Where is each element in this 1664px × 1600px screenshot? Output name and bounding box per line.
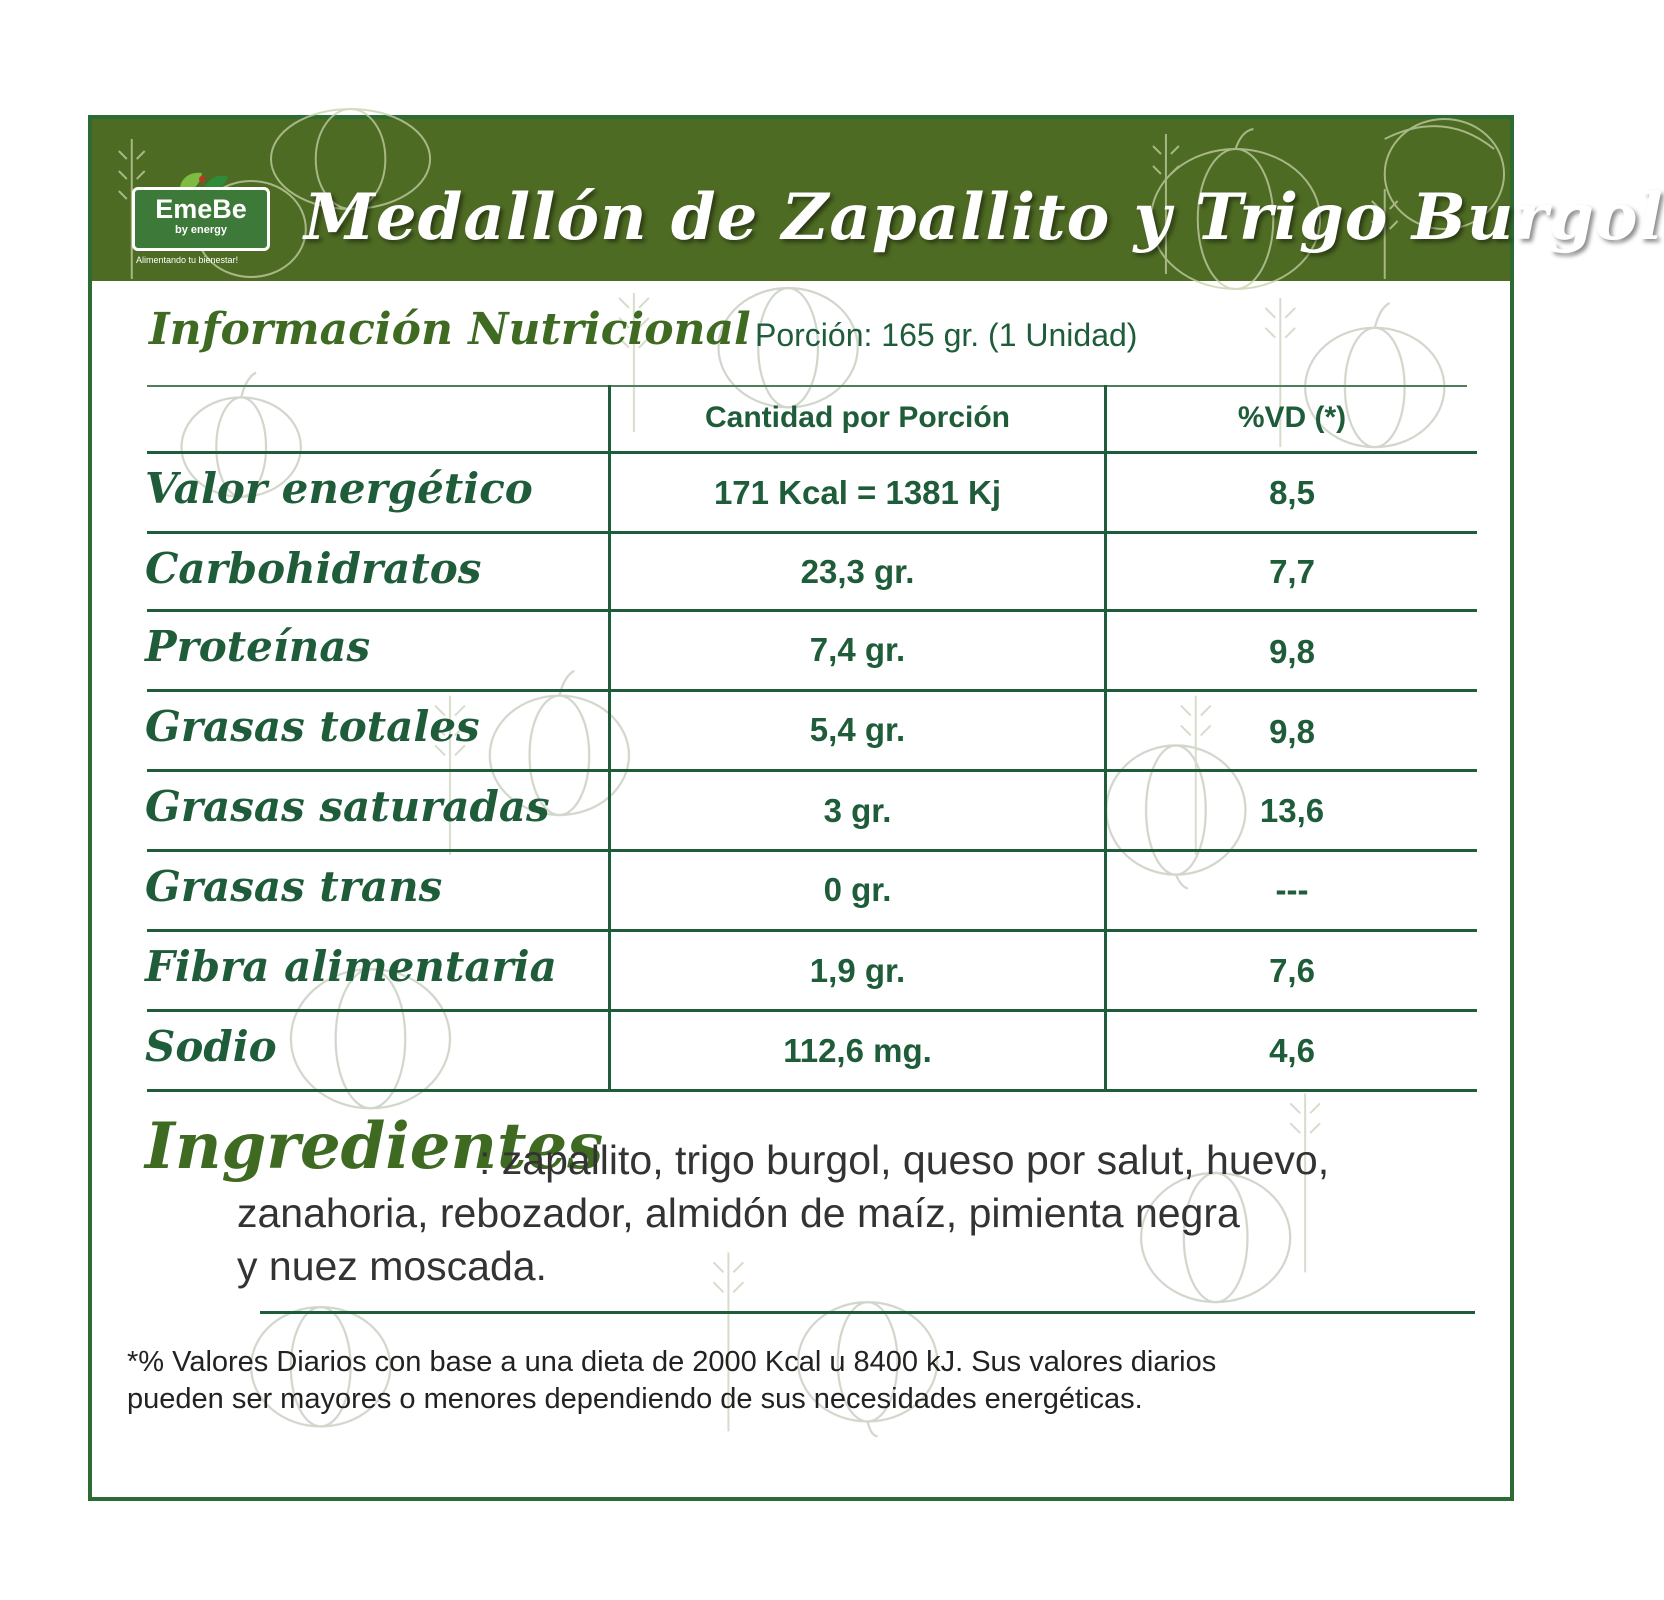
footnote-line: *% Valores Diarios con base a una dieta de 2000 Kcal u 8400 kJ. Sus valores diarios (127, 1346, 1217, 1378)
row-amount-proteins: 7,4 gr. (809, 631, 906, 668)
row-label-trans-fat: Grasas trans (145, 862, 443, 911)
ingredients-line: : zapallito, trigo burgol, queso por salut, huevo, (479, 1137, 1330, 1183)
product-title: Medallón de Zapallito y Trigo Burgol (304, 180, 1664, 255)
daily-values-footnote (127, 1344, 1487, 1418)
ingredients-heading: Ingredientes (145, 1109, 604, 1184)
table-divider (147, 385, 1467, 387)
ingredients-line: zanahoria, rebozador, almidón de maíz, pimienta negra (237, 1190, 1240, 1236)
table-divider (260, 1311, 1475, 1314)
portion-size: Porción: 165 gr. (1 Unidad) (755, 317, 1138, 353)
footnote-line: pueden ser mayores o menores dependiendo de sus necesidades energéticas. (127, 1383, 1143, 1415)
row-label-carbohydrates: Carbohidratos (145, 544, 482, 593)
row-label-sodium: Sodio (145, 1022, 277, 1071)
row-label-energy: Valor energético (145, 464, 533, 513)
row-vd-sodium: 4,6 (1269, 1032, 1315, 1069)
row-vd-carbohydrates: 7,7 (1269, 553, 1315, 590)
table-divider (147, 689, 1477, 692)
logo-sub: by energy (175, 224, 227, 236)
table-divider (147, 451, 1477, 454)
row-label-fiber: Fibra alimentaria (145, 942, 557, 991)
column-header-amount: Cantidad por Porción (704, 401, 1010, 434)
row-amount-fiber: 1,9 gr. (809, 952, 906, 989)
row-amount-saturated-fat: 3 gr. (823, 792, 892, 829)
table-divider (147, 769, 1477, 772)
nutrition-card (88, 115, 1664, 1501)
table-divider (147, 609, 1477, 612)
ingredients-list (237, 1134, 1467, 1293)
row-amount-sodium: 112,6 mg. (783, 1032, 932, 1069)
table-divider (147, 531, 1477, 534)
row-label-total-fat: Grasas totales (145, 702, 480, 751)
row-amount-trans-fat: 0 gr. (823, 871, 892, 908)
row-vd-fiber: 7,6 (1269, 952, 1315, 989)
row-amount-total-fat: 5,4 gr. (809, 711, 906, 748)
logo-name: EmeBe (155, 194, 247, 224)
nutrition-heading: Información Nutricional (149, 304, 751, 355)
row-amount-carbohydrates: 23,3 gr. (800, 553, 915, 590)
row-amount-energy: 171 Kcal = 1381 Kj (713, 474, 1002, 511)
row-vd-proteins: 9,8 (1269, 633, 1315, 670)
row-vd-saturated-fat: 13,6 (1259, 792, 1325, 829)
logo-tagline: Alimentando tu bienestar! (136, 255, 239, 265)
table-divider (147, 1009, 1477, 1012)
row-label-saturated-fat: Grasas saturadas (145, 782, 550, 831)
table-divider (147, 1089, 1477, 1092)
table-divider (147, 849, 1477, 852)
row-vd-energy: 8,5 (1269, 474, 1315, 511)
table-divider (147, 929, 1477, 932)
column-header-vd: %VD (*) (1237, 401, 1347, 434)
row-vd-trans-fat: --- (1275, 871, 1309, 908)
row-label-proteins: Proteínas (145, 622, 371, 671)
ingredients-line: y nuez moscada. (237, 1243, 547, 1289)
row-vd-total-fat: 9,8 (1269, 713, 1315, 750)
